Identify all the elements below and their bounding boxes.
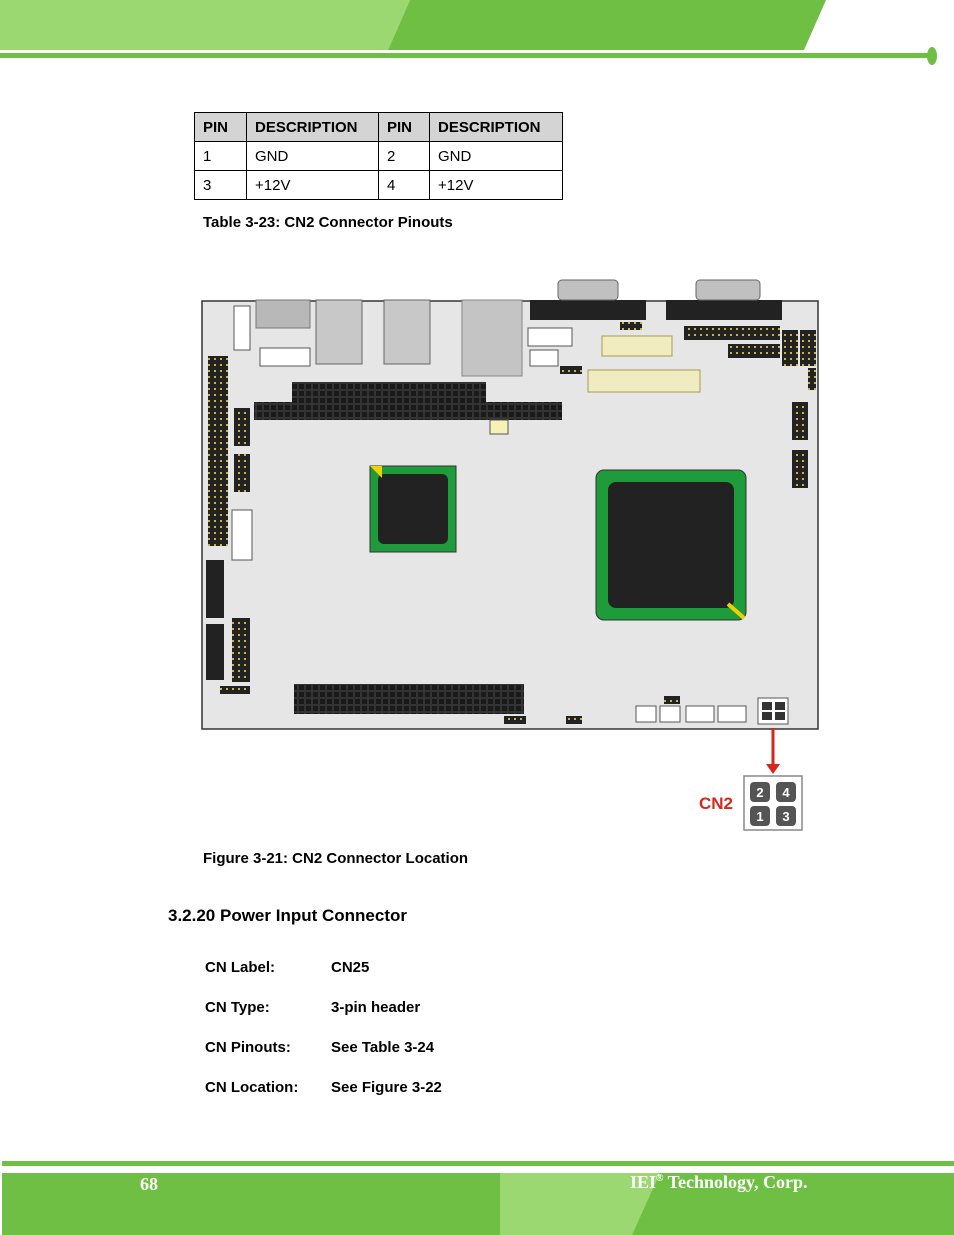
company-name: [630, 1172, 808, 1193]
table-cell: GND: [247, 142, 379, 171]
table-header-cell: PIN: [379, 113, 430, 142]
figure-caption: Figure 3-21: CN2 Connector Location: [203, 850, 469, 867]
table-cell: 1: [195, 142, 247, 171]
pin-label: 1: [756, 809, 764, 824]
registered-mark: ®: [656, 1173, 664, 1184]
pin-label: 3: [782, 809, 790, 824]
table-caption: Table 3-23: CN2 Connector Pinouts: [203, 214, 453, 231]
company-suffix: Technology, Corp.: [663, 1172, 808, 1192]
info-label: CN Location:: [205, 1079, 299, 1096]
pinout-table: [194, 112, 563, 200]
info-row: [205, 1079, 442, 1096]
info-label: CN Pinouts:: [205, 1039, 291, 1056]
table-header-row: [195, 113, 563, 142]
info-label: CN Type:: [205, 999, 270, 1016]
table-cell: 4: [379, 171, 430, 200]
header-band: [0, 0, 954, 70]
page-number: 68: [140, 1174, 158, 1194]
pin-label: 4: [782, 785, 790, 800]
info-value: 3-pin header: [331, 999, 421, 1016]
table-cell: +12V: [430, 171, 563, 200]
company-prefix: IEI: [630, 1172, 657, 1192]
table-header-cell: DESCRIPTION: [247, 113, 379, 142]
table-header-cell: DESCRIPTION: [430, 113, 563, 142]
table-row: [195, 142, 563, 171]
info-row: [205, 959, 369, 976]
board-figure: [200, 278, 820, 838]
info-row: [205, 1039, 434, 1056]
section-heading: 3.2.20 Power Input Connector: [168, 906, 407, 925]
info-value: See Figure 3-22: [331, 1079, 442, 1096]
pin-label: 2: [756, 785, 764, 800]
table-cell: +12V: [247, 171, 379, 200]
table-cell: 2: [379, 142, 430, 171]
info-row: [205, 999, 420, 1016]
info-label: CN Label:: [205, 959, 276, 976]
table-cell: 3: [195, 171, 247, 200]
table-cell: GND: [430, 142, 563, 171]
table-row: [195, 171, 563, 200]
table-header-cell: PIN: [195, 113, 247, 142]
info-value: See Table 3-24: [331, 1039, 435, 1056]
info-value: CN25: [331, 959, 370, 976]
footer-band: [0, 1158, 954, 1235]
callout-label: CN2: [698, 794, 734, 813]
